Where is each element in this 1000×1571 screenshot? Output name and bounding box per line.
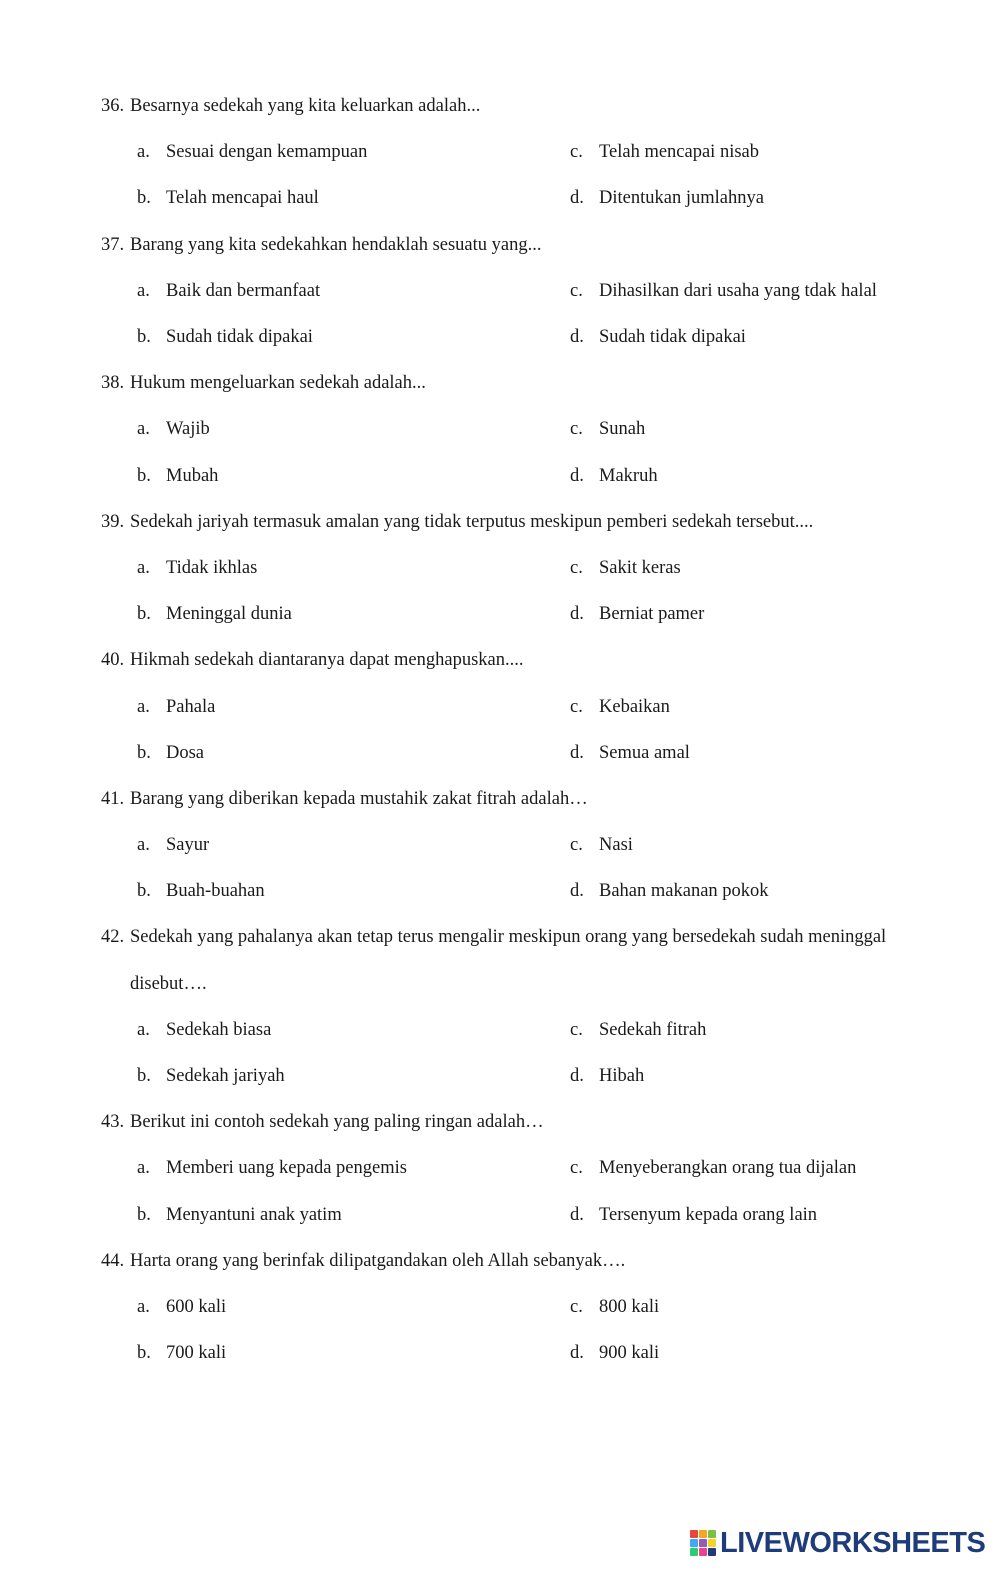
question-number: 37. xyxy=(101,234,125,255)
logo-square xyxy=(708,1548,716,1556)
question-text xyxy=(0,222,1000,268)
option-row xyxy=(0,684,1000,730)
option-row xyxy=(0,129,1000,175)
question-number: 40. xyxy=(101,650,125,671)
option-row xyxy=(0,1007,1000,1053)
answer-option[interactable] xyxy=(570,591,704,637)
option-text: Menyeberangkan orang tua dijalan xyxy=(599,1158,857,1179)
option-text: Nasi xyxy=(599,835,633,856)
option-text: Mubah xyxy=(166,465,219,486)
option-text: Sakit keras xyxy=(599,557,681,578)
answer-option[interactable] xyxy=(137,175,319,221)
answer-option[interactable] xyxy=(570,684,670,730)
logo-square xyxy=(690,1539,698,1547)
option-row xyxy=(0,591,1000,637)
option-text: Dihasilkan dari usaha yang tdak halal xyxy=(599,280,877,301)
option-letter: c. xyxy=(570,1158,583,1179)
option-text: Sudah tidak dipakai xyxy=(599,326,746,347)
option-letter: a. xyxy=(137,419,150,440)
option-text: Sudah tidak dipakai xyxy=(166,326,313,347)
option-letter: d. xyxy=(570,465,584,486)
question-41 xyxy=(0,776,1000,915)
option-text: Buah-buahan xyxy=(166,881,265,902)
option-letter: d. xyxy=(570,188,584,209)
option-letter: a. xyxy=(137,557,150,578)
option-letter: a. xyxy=(137,696,150,717)
answer-option[interactable] xyxy=(570,175,764,221)
answer-option[interactable] xyxy=(137,591,292,637)
answer-option[interactable] xyxy=(570,1007,706,1053)
question-text xyxy=(0,360,1000,406)
option-text: Sedekah biasa xyxy=(166,1019,272,1040)
option-letter: c. xyxy=(570,557,583,578)
option-text: 600 kali xyxy=(166,1297,227,1318)
answer-option[interactable] xyxy=(137,1007,271,1053)
answer-option[interactable] xyxy=(570,129,759,175)
option-text: Pahala xyxy=(166,696,216,717)
liveworksheets-logo-icon xyxy=(690,1530,716,1556)
question-body: Hukum mengeluarkan sedekah adalah... xyxy=(130,373,426,394)
option-letter: a. xyxy=(137,1019,150,1040)
question-number: 42. xyxy=(101,927,125,948)
logo-square xyxy=(699,1539,707,1547)
option-text: 800 kali xyxy=(599,1297,660,1318)
option-row xyxy=(0,545,1000,591)
option-letter: b. xyxy=(137,1066,151,1087)
option-row xyxy=(0,1284,1000,1330)
option-row xyxy=(0,730,1000,776)
question-body: Besarnya sedekah yang kita keluarkan adalah... xyxy=(130,96,481,116)
option-row xyxy=(0,1053,1000,1099)
answer-option[interactable] xyxy=(137,314,313,360)
worksheet-page xyxy=(0,83,1000,1376)
question-number: 44. xyxy=(101,1250,125,1271)
option-letter: c. xyxy=(570,142,583,163)
answer-option[interactable] xyxy=(137,684,215,730)
logo-square xyxy=(690,1548,698,1556)
option-text: Baik dan bermanfaat xyxy=(166,280,321,301)
logo-square xyxy=(699,1548,707,1556)
answer-option[interactable] xyxy=(570,1053,644,1099)
logo-square xyxy=(708,1530,716,1538)
question-text xyxy=(0,83,1000,129)
option-text: Sayur xyxy=(166,835,210,856)
option-text: Telah mencapai nisab xyxy=(599,142,759,163)
answer-option[interactable] xyxy=(137,1053,285,1099)
answer-option[interactable] xyxy=(137,868,265,914)
option-letter: c. xyxy=(570,835,583,856)
option-letter: d. xyxy=(570,1204,584,1225)
option-letter: a. xyxy=(137,1158,150,1179)
answer-option[interactable] xyxy=(137,1330,226,1376)
answer-option[interactable] xyxy=(137,1145,407,1191)
option-row xyxy=(0,268,1000,314)
answer-option[interactable] xyxy=(570,453,658,499)
question-body: Barang yang kita sedekahkan hendaklah sesuatu yang... xyxy=(130,234,542,255)
option-letter: a. xyxy=(137,142,150,163)
question-body: Berikut ini contoh sedekah yang paling ringan adalah… xyxy=(130,1112,544,1133)
answer-option[interactable] xyxy=(137,1192,342,1238)
question-43 xyxy=(0,1099,1000,1238)
answer-option[interactable] xyxy=(137,268,320,314)
answer-option[interactable] xyxy=(570,545,681,591)
answer-option[interactable] xyxy=(570,406,645,452)
option-text: Berniat pamer xyxy=(599,604,705,625)
question-39 xyxy=(0,499,1000,638)
option-letter: b. xyxy=(137,1343,151,1364)
answer-option[interactable] xyxy=(137,1284,226,1330)
option-text: Meninggal dunia xyxy=(166,604,292,625)
answer-option[interactable] xyxy=(570,1145,856,1191)
option-row xyxy=(0,406,1000,452)
option-text: Ditentukan jumlahnya xyxy=(599,188,764,209)
question-text xyxy=(0,1099,1000,1145)
option-letter: d. xyxy=(570,881,584,902)
answer-option[interactable] xyxy=(137,406,210,452)
option-letter: d. xyxy=(570,604,584,625)
question-number: 39. xyxy=(101,511,125,532)
option-row xyxy=(0,175,1000,221)
liveworksheets-branding xyxy=(690,1527,985,1559)
option-letter: d. xyxy=(570,1343,584,1364)
option-text: Menyantuni anak yatim xyxy=(166,1204,342,1225)
answer-option[interactable] xyxy=(137,453,218,499)
question-body: Hikmah sedekah diantaranya dapat menghapuskan.... xyxy=(130,650,524,671)
option-text: Tidak ikhlas xyxy=(166,557,258,578)
question-body: Barang yang diberikan kepada mustahik zakat fitrah adalah… xyxy=(130,788,588,809)
option-letter: a. xyxy=(137,835,150,856)
answer-option[interactable] xyxy=(570,1192,817,1238)
option-letter: d. xyxy=(570,1066,584,1087)
answer-option[interactable] xyxy=(570,268,877,314)
answer-option[interactable] xyxy=(570,314,746,360)
option-text: 900 kali xyxy=(599,1343,660,1364)
answer-option[interactable] xyxy=(570,868,769,914)
question-text xyxy=(0,914,1000,1006)
option-letter: a. xyxy=(137,280,150,301)
option-letter: a. xyxy=(137,1297,150,1318)
option-letter: b. xyxy=(137,604,151,625)
option-letter: c. xyxy=(570,280,583,301)
question-42 xyxy=(0,914,1000,1099)
answer-option[interactable] xyxy=(570,1284,659,1330)
option-letter: d. xyxy=(570,742,584,763)
answer-option[interactable] xyxy=(570,822,633,868)
question-text xyxy=(0,499,1000,545)
option-text: Sedekah fitrah xyxy=(599,1019,707,1040)
option-text: Tersenyum kepada orang lain xyxy=(599,1204,818,1225)
option-row xyxy=(0,1330,1000,1376)
question-text xyxy=(0,637,1000,683)
option-row xyxy=(0,1145,1000,1191)
option-text: Hibah xyxy=(599,1066,645,1087)
option-text: Memberi uang kepada pengemis xyxy=(166,1158,407,1179)
option-letter: b. xyxy=(137,465,151,486)
option-row xyxy=(0,453,1000,499)
option-text: 700 kali xyxy=(166,1343,227,1364)
option-row xyxy=(0,822,1000,868)
question-text xyxy=(0,1238,1000,1284)
option-text: Makruh xyxy=(599,465,658,486)
option-text: Bahan makanan pokok xyxy=(599,881,769,902)
option-text: Dosa xyxy=(166,742,205,763)
question-body: Sedekah yang pahalanya akan tetap terus mengalir meskipun orang yang bersedekah sudah meninggal disebut…. xyxy=(130,927,887,994)
answer-option[interactable] xyxy=(570,1330,659,1376)
question-number: 43. xyxy=(101,1112,125,1133)
logo-square xyxy=(690,1530,698,1538)
option-text: Kebaikan xyxy=(599,696,670,717)
option-text: Telah mencapai haul xyxy=(166,188,319,209)
option-letter: b. xyxy=(137,188,151,209)
option-letter: b. xyxy=(137,742,151,763)
option-row xyxy=(0,1192,1000,1238)
answer-option[interactable] xyxy=(570,730,690,776)
question-36 xyxy=(0,83,1000,222)
answer-option[interactable] xyxy=(137,822,209,868)
option-text: Sesuai dengan kemampuan xyxy=(166,142,368,163)
answer-option[interactable] xyxy=(137,129,367,175)
option-text: Sedekah jariyah xyxy=(166,1066,285,1087)
answer-option[interactable] xyxy=(137,545,257,591)
question-40 xyxy=(0,637,1000,776)
option-letter: b. xyxy=(137,1204,151,1225)
question-number: 38. xyxy=(101,373,125,394)
question-body: Harta orang yang berinfak dilipatgandakan oleh Allah sebanyak…. xyxy=(130,1250,626,1271)
option-letter: c. xyxy=(570,696,583,717)
option-row xyxy=(0,868,1000,914)
logo-square xyxy=(708,1539,716,1547)
answer-option[interactable] xyxy=(137,730,204,776)
option-text: Wajib xyxy=(166,419,210,440)
option-letter: d. xyxy=(570,326,584,347)
question-37 xyxy=(0,222,1000,361)
option-text: Sunah xyxy=(599,419,646,440)
option-row xyxy=(0,314,1000,360)
question-44 xyxy=(0,1238,1000,1377)
question-text xyxy=(0,776,1000,822)
logo-square xyxy=(699,1530,707,1538)
question-number: 41. xyxy=(101,788,125,809)
question-body: Sedekah jariyah termasuk amalan yang tidak terputus meskipun pemberi sedekah tersebut.... xyxy=(130,511,814,532)
option-text: Semua amal xyxy=(599,742,690,763)
option-letter: c. xyxy=(570,419,583,440)
option-letter: c. xyxy=(570,1297,583,1318)
option-letter: c. xyxy=(570,1019,583,1040)
option-letter: b. xyxy=(137,881,151,902)
question-number: 36. xyxy=(101,96,125,116)
question-38 xyxy=(0,360,1000,499)
option-letter: b. xyxy=(137,326,151,347)
brand-name: LIVEWORKSHEETS xyxy=(720,1526,986,1559)
